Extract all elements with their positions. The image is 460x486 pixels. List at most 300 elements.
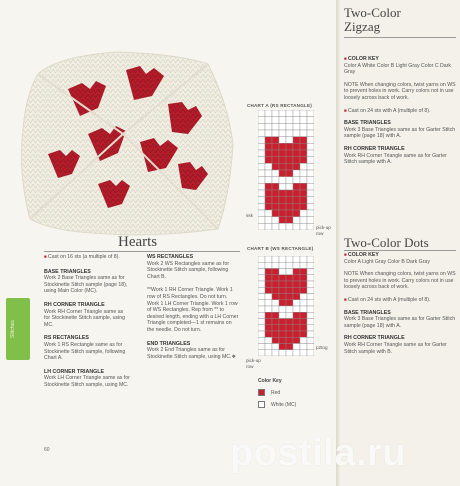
chart-a-title: CHART A (RS RECTANGLE) [247,103,312,108]
chart-cell-white [265,177,272,184]
chart-cell-white [307,203,314,210]
chart-cell-white [300,300,307,306]
chart-cell-white [258,275,265,281]
chart-cell-white [293,306,300,312]
chart-cell-white [307,130,314,137]
chart-cell-white [300,110,307,117]
chart-cell-white [272,123,279,130]
chart-cell-white [293,123,300,130]
chart-cell-white [279,350,286,356]
chart-cell-white [258,150,265,157]
chart-cell-white [307,190,314,197]
dots-rh-heading: RH CORNER TRIANGLE [344,335,405,342]
chart-cell-red [265,331,272,337]
chart-cell-white [300,350,307,356]
chart-cell-red [265,287,272,293]
chart-cell-red [272,294,279,300]
rs-rectangles-heading: RS RECTANGLES [44,335,89,342]
zigzag-rh-text: Work RH Corner Triangle same as for Garter Stitch sample with A. [344,152,447,166]
chart-cell-red [265,203,272,210]
chart-cell-white [286,177,293,184]
chart-cell-white [258,350,265,356]
dots-color-key-heading: ■ COLOR KEY [344,252,456,259]
chart-cell-red [279,143,286,150]
chart-cell-red [300,281,307,287]
chart-cell-white [265,170,272,177]
cast-on-text: ■ Cast on 16 sts (a multiple of 8). [44,254,130,261]
chart-cell-red [265,190,272,197]
chart-cell-red [272,275,279,281]
chart-cell-red [279,163,286,170]
knit-sample-photo [8,34,238,239]
chart-cell-red [279,281,286,287]
chart-cell-white [307,183,314,190]
chart-cell-white [286,123,293,130]
chart-cell-red [286,217,293,224]
chart-cell-white [258,183,265,190]
chart-cell-red [272,281,279,287]
chart-b-title: CHART B (WS RECTANGLE) [247,246,314,251]
chart-cell-white [286,223,293,230]
chart-cell-red [265,137,272,144]
chart-cell-red [279,331,286,337]
chart-cell-white [307,163,314,170]
zigzag-color-key-heading: ■ COLOR KEY [344,56,456,63]
chart-cell-white [307,312,314,318]
chart-cell-white [293,262,300,268]
dots-rule [344,250,456,251]
chart-cell-white [258,110,265,117]
chart-cell-white [307,306,314,312]
chart-cell-white [300,217,307,224]
chart-cell-red [300,312,307,318]
chart-cell-white [265,223,272,230]
chart-cell-red [279,170,286,177]
hearts-title: Hearts [118,234,158,250]
chart-cell-white [272,130,279,137]
chart-cell-white [258,306,265,312]
chart-cell-white [258,287,265,293]
chart-cell-white [307,137,314,144]
chart-cell-red [286,190,293,197]
chart-cell-white [265,123,272,130]
chart-cell-red [265,197,272,204]
lh-corner-heading: LH CORNER TRIANGLE [44,368,105,375]
chart-cell-white [293,170,300,177]
chart-cell-white [307,170,314,177]
chart-cell-white [286,312,293,318]
chart-cell-white [265,344,272,350]
zigzag-title [344,6,401,34]
chart-cell-red [272,325,279,331]
chart-cell-white [300,117,307,124]
color-key-row-white [258,401,296,408]
chart-cell-red [300,157,307,164]
chart-cell-white [279,130,286,137]
chart-b-grid [258,256,314,356]
chart-cell-white [279,183,286,190]
dots-title: Two-Color Dots [344,235,429,250]
lh-corner-text: Work LH Corner Triangle same as for Stockinette Stitch sample, using MC. [44,375,130,388]
chart-cell-white [265,130,272,137]
section-tab-label: Stitches [10,320,16,338]
chart-cell-red [300,275,307,281]
chart-a-row-label: pick-up row [316,225,331,236]
chart-cell-red [272,190,279,197]
chart-cell-white [307,177,314,184]
chart-cell-white [265,300,272,306]
chart-cell-red [293,210,300,217]
chart-cell-red [279,275,286,281]
chart-cell-white [265,262,272,268]
chart-cell-white [258,203,265,210]
chart-cell-white [258,223,265,230]
chart-cell-red [286,203,293,210]
chart-cell-white [258,157,265,164]
rs-rectangles-text: Work 1 RS Rectangle same as for Stockinette Stitch sample, following Chart A. [44,341,126,362]
chart-cell-white [279,110,286,117]
chart-cell-white [307,123,314,130]
chart-cell-red [293,150,300,157]
chart-cell-red [293,287,300,293]
chart-cell-white [300,306,307,312]
color-key [258,378,296,413]
chart-cell-white [258,217,265,224]
chart-cell-white [307,275,314,281]
chart-cell-red [286,331,293,337]
chart-cell-white [300,337,307,343]
chart-b-row-label: pick-up row [246,358,261,369]
chart-cell-white [286,269,293,275]
chart-cell-white [279,123,286,130]
chart-cell-red [293,275,300,281]
chart-cell-white [258,337,265,343]
chart-cell-red [293,190,300,197]
chart-cell-white [265,337,272,343]
chart-cell-red [286,281,293,287]
chart-cell-red [286,287,293,293]
chart-cell-red [265,325,272,331]
chart-cell-white [258,262,265,268]
chart-cell-red [286,319,293,325]
chart-cell-white [300,163,307,170]
chart-cell-red [286,197,293,204]
chart-cell-white [279,137,286,144]
chart-cell-red [272,319,279,325]
chart-cell-white [258,210,265,217]
chart-cell-white [279,312,286,318]
zigzag-cast-on: ■ Cast on 24 sts with A (multiple of 8). [344,108,456,115]
chart-cell-white [272,344,279,350]
chart-cell-white [293,256,300,262]
chart-cell-red [279,344,286,350]
chart-cell-white [265,306,272,312]
chart-cell-white [286,350,293,356]
hearts-rule [44,251,240,252]
chart-cell-white [293,110,300,117]
chart-cell-white [265,110,272,117]
rh-corner-text: Work RH Corner Triangle same as for Stockinette Stitch sample, using MC. [44,308,126,328]
chart-cell-red [272,137,279,144]
chart-cell-white [279,223,286,230]
chart-cell-white [307,344,314,350]
chart-cell-red [293,319,300,325]
chart-cell-red [293,331,300,337]
chart-cell-white [265,217,272,224]
dots-rh-text: Work RH Corner Triangle same as for Garter Stitch sample with B. [344,341,447,355]
chart-cell-red [265,157,272,164]
chart-cell-red [300,319,307,325]
chart-cell-white [258,123,265,130]
zigzag-title-line2: Zigzag [344,19,381,34]
chart-cell-red [272,163,279,170]
chart-cell-red [272,143,279,150]
chart-cell-white [293,344,300,350]
hearts-column-1 [44,254,130,389]
chart-cell-white [272,306,279,312]
chart-cell-white [307,287,314,293]
chart-cell-red [293,312,300,318]
chart-cell-white [258,130,265,137]
chart-cell-red [300,203,307,210]
base-triangles-heading: BASE TRIANGLES [44,268,91,275]
chart-cell-red [272,183,279,190]
chart-cell-white [307,197,314,204]
chart-cell-white [300,123,307,130]
dots-color-key-text: Color A Light Gray Color B Dark Gray [344,258,430,265]
chart-cell-white [286,183,293,190]
base-triangles-text: Work 2 Base Triangles same as for Stockinette Stitch sample (page 18), using Main Color (MC). [44,275,128,295]
chart-cell-white [307,300,314,306]
chart-cell-white [307,262,314,268]
chart-cell-red [272,287,279,293]
chart-cell-white [265,163,272,170]
chart-cell-red [272,197,279,204]
chart-cell-white [307,269,314,275]
chart-cell-white [300,223,307,230]
chart-cell-red [265,150,272,157]
chart-cell-red [293,157,300,164]
chart-cell-white [286,306,293,312]
chart-cell-red [272,150,279,157]
chart-cell-white [258,312,265,318]
chart-cell-white [272,350,279,356]
chart-cell-white [300,344,307,350]
chart-cell-red [265,183,272,190]
chart-cell-white [307,150,314,157]
chart-cell-red [293,294,300,300]
chart-cell-white [307,325,314,331]
chart-cell-red [286,210,293,217]
chart-cell-white [279,269,286,275]
chart-cell-red [279,197,286,204]
chart-cell-white [293,130,300,137]
chart-cell-white [286,117,293,124]
chart-cell-red [300,143,307,150]
chart-cell-white [272,256,279,262]
chart-cell-white [307,223,314,230]
chart-cell-white [258,281,265,287]
chart-cell-white [300,256,307,262]
chart-cell-white [300,262,307,268]
chart-cell-red [300,325,307,331]
dots-column [344,252,456,355]
hearts-column-2 [147,254,239,360]
chart-cell-red [293,143,300,150]
swatch-red [258,389,265,396]
color-key-title: Color Key [258,378,282,384]
chart-cell-white [258,163,265,170]
chart-cell-red [286,157,293,164]
chart-cell-red [293,197,300,204]
chart-cell-white [272,177,279,184]
chart-cell-red [279,217,286,224]
dots-cast-on: ■ Cast on 24 sts with A (multiple of 8). [344,297,456,304]
chart-cell-white [258,269,265,275]
dots-note: NOTE When changing colors, twist yarns on WS to prevent holes in work. Carry colors not in use loosely across back of work. [344,271,456,291]
chart-cell-white [279,256,286,262]
chart-cell-red [279,294,286,300]
chart-cell-white [286,130,293,137]
chart-cell-white [307,110,314,117]
chart-cell-red [265,312,272,318]
chart-cell-white [307,319,314,325]
chart-cell-white [300,170,307,177]
chart-cell-red [286,300,293,306]
chart-cell-white [307,350,314,356]
chart-cell-red [286,275,293,281]
chart-cell-white [265,256,272,262]
chart-cell-red [300,331,307,337]
chart-cell-red [286,325,293,331]
ws-rectangles-text: Work 2 WS Rectangles same as for Stockinette Stitch sample, following Chart B. [147,260,230,280]
chart-cell-red [286,170,293,177]
chart-cell-red [293,137,300,144]
chart-cell-white [293,223,300,230]
watermark-text: postila.ru [230,432,407,474]
chart-cell-white [258,117,265,124]
chart-cell-white [258,170,265,177]
chart-cell-white [307,281,314,287]
chart-cell-red [272,337,279,343]
chart-cell-white [307,157,314,164]
chart-cell-white [286,110,293,117]
chart-cell-red [279,319,286,325]
chart-cell-white [272,117,279,124]
chart-cell-white [293,350,300,356]
chart-cell-red [265,143,272,150]
chart-cell-white [307,294,314,300]
chart-cell-white [258,294,265,300]
chart-cell-red [279,337,286,343]
zigzag-note: NOTE When changing colors, twist yarns on WS to prevent holes in work. Carry colors not in use loosely across back of work. [344,81,456,101]
chart-cell-white [258,300,265,306]
chart-cell-white [293,217,300,224]
zigzag-color-key-text: Color A White Color B Light Gray Color C Dark Gray [344,62,451,76]
chart-cell-red [279,300,286,306]
chart-cell-red [272,269,279,275]
chart-cell-white [300,294,307,300]
chart-a-grid [258,110,314,230]
chart-cell-white [258,137,265,144]
chart-cell-white [258,197,265,204]
chart-cell-red [279,150,286,157]
end-triangles-text: Work 2 End Triangles same as for Stockinette Stitch sample, using MC.❖ [147,347,237,360]
chart-cell-white [258,190,265,197]
chart-cell-red [279,287,286,293]
chart-cell-red [279,190,286,197]
chart-cell-white [286,262,293,268]
rh-corner-heading: RH CORNER TRIANGLE [44,301,105,308]
chart-cell-red [300,137,307,144]
chart-cell-red [272,157,279,164]
swatch-white [258,401,265,408]
dots-base-text: Work 3 Base Triangles same as for Garter Stitch sample (page 18) with A. [344,316,456,329]
chart-cell-red [300,287,307,293]
zigzag-rule [344,37,456,38]
zigzag-column [344,56,456,166]
chart-cell-red [293,281,300,287]
chart-cell-red [279,157,286,164]
repeat-text: **Work 1 RH Corner Triangle. Work 1 row of RS Rectangles. Do not turn. Work 1 LH Corner Triangle. Work 1 row of WS Rectangles. Rep from ** to desired length, ending with a LH Corner Triangle completed—1 st remains on the needle. Do not turn. [147,287,239,333]
chart-cell-red [279,203,286,210]
chart-cell-red [300,269,307,275]
chart-cell-white [265,117,272,124]
chart-cell-white [272,300,279,306]
zigzag-title-line1: Two-Color [344,5,401,20]
chart-cell-white [272,110,279,117]
chart-b-side-label: p2tog [316,345,328,350]
chart-cell-red [286,163,293,170]
chart-cell-red [265,319,272,325]
chart-cell-white [279,117,286,124]
zigzag-base-text: Work 3 Base Triangles same as for Garter Stitch sample (page 18) with A. [344,126,456,140]
chart-cell-red [293,337,300,343]
chart-cell-red [286,150,293,157]
chart-cell-white [258,325,265,331]
zigzag-rh-heading: RH CORNER TRIANGLE [344,145,405,152]
chart-cell-white [258,344,265,350]
chart-cell-red [286,143,293,150]
chart-cell-red [300,190,307,197]
page-number: 60 [44,447,50,453]
chart-cell-red [293,203,300,210]
chart-cell-white [272,170,279,177]
chart-cell-red [300,150,307,157]
chart-cell-white [279,177,286,184]
chart-cell-white [265,210,272,217]
chart-a-side-label: ssk [246,213,253,218]
chart-cell-red [300,197,307,204]
ws-rectangles-heading: WS RECTANGLES [147,254,194,260]
dots-base-heading: BASE TRIANGLES [344,309,391,316]
chart-cell-white [293,300,300,306]
chart-cell-white [279,306,286,312]
color-key-label: White (MC) [271,401,297,408]
chart-cell-red [272,312,279,318]
chart-cell-red [265,281,272,287]
chart-cell-white [293,117,300,124]
chart-cell-white [286,137,293,144]
chart-cell-red [286,294,293,300]
chart-cell-red [293,325,300,331]
chart-cell-white [265,294,272,300]
chart-cell-white [272,262,279,268]
chart-cell-white [307,337,314,343]
chart-cell-white [265,350,272,356]
chart-cell-white [307,210,314,217]
chart-cell-white [258,177,265,184]
